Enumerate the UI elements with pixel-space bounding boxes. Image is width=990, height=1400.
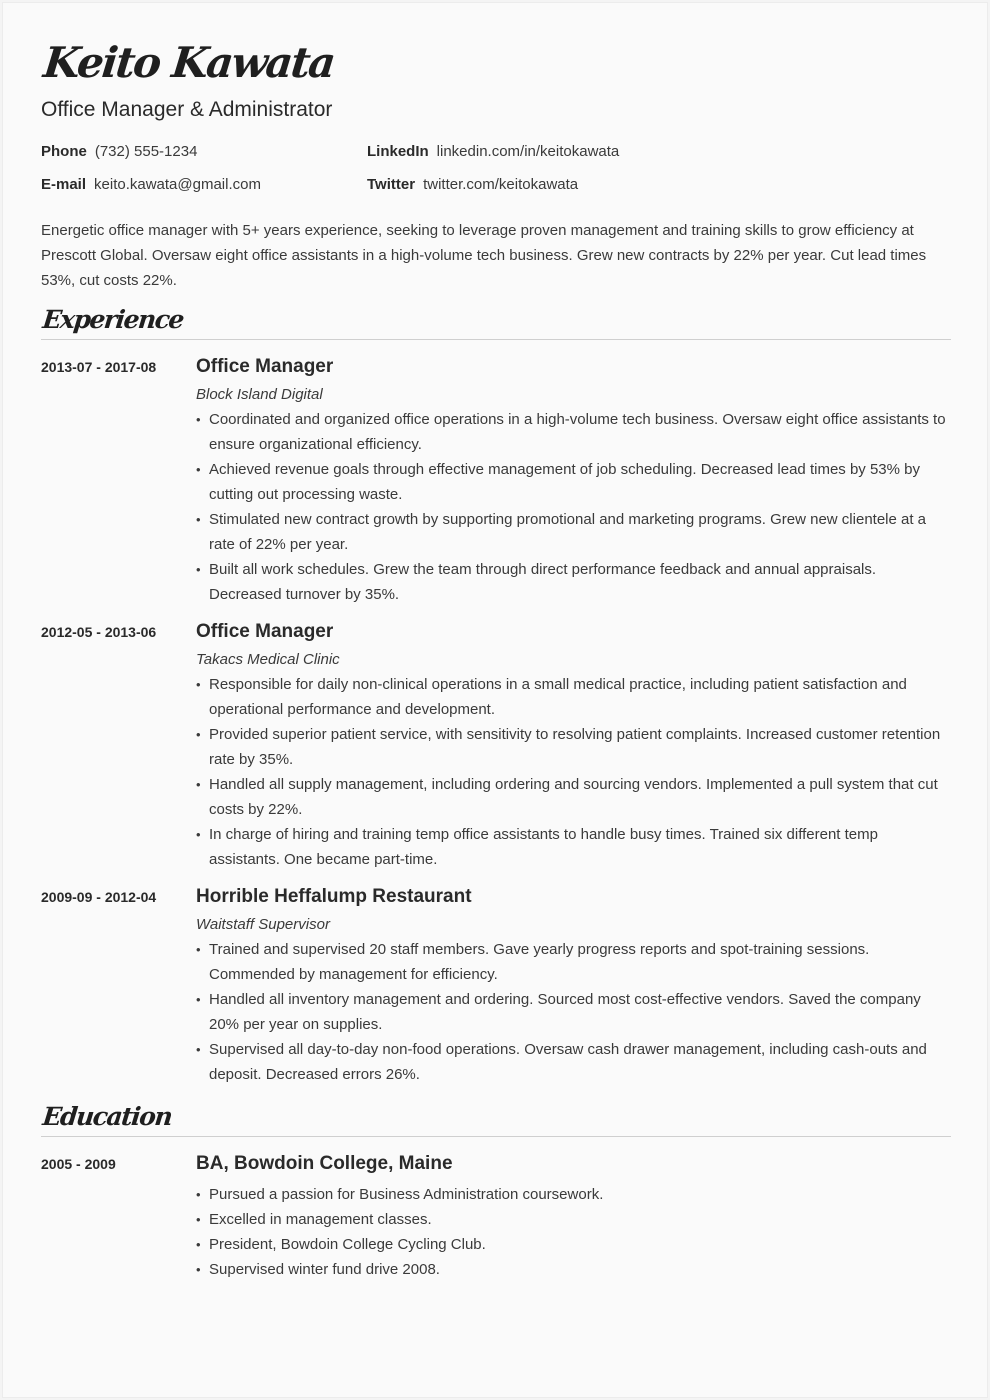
bullet-dot-icon: • — [196, 1212, 201, 1227]
bullet-dot-icon: • — [196, 777, 201, 792]
bullet-dot-icon: • — [196, 512, 201, 527]
bullet-item: • President, Bowdoin College Cycling Club. — [196, 1232, 951, 1257]
phone-label: Phone — [41, 143, 87, 160]
entry-bullets — [196, 407, 951, 607]
entry-body — [196, 886, 951, 1087]
bullet-item: • Built all work schedules. Grew the team through direct performance feedback and annual appraisals. Decreased turnover by 35%. — [196, 557, 951, 607]
linkedin-label: LinkedIn — [367, 143, 429, 160]
bullet-dot-icon: • — [196, 677, 201, 692]
bullet-item: • Provided superior patient service, with sensitivity to resolving patient complaints. Increased customer retention rate by 35%. — [196, 722, 951, 772]
bullet-item: • Trained and supervised 20 staff members. Gave yearly progress reports and spot-training sessions. Commended by management for efficiency. — [196, 937, 951, 987]
contact-linkedin — [367, 142, 619, 162]
bullet-dot-icon: • — [196, 1237, 201, 1252]
entry-bullets — [196, 1182, 951, 1282]
contact-email — [41, 175, 261, 195]
bullet-dot-icon: • — [196, 562, 201, 577]
bullet-item: • Stimulated new contract growth by supporting promotional and marketing programs. Grew new clientele at a rate of 22% per year. — [196, 507, 951, 557]
entry-bullets — [196, 937, 951, 1087]
entry-title: Office Manager — [196, 356, 334, 377]
contact-phone — [41, 142, 197, 162]
bullet-dot-icon: • — [196, 727, 201, 742]
phone-value: (732) 555-1234 — [94, 143, 198, 160]
bullet-item: • Supervised all day-to-day non-food operations. Oversaw cash drawer management, including cash-outs and deposit. Decreased errors 26%. — [196, 1037, 951, 1087]
bullet-dot-icon: • — [196, 1187, 201, 1202]
bullet-dot-icon: • — [196, 992, 201, 1007]
entry-title: Office Manager — [196, 621, 334, 642]
entry-organization: Takacs Medical Clinic — [196, 651, 340, 668]
entry-organization: Block Island Digital — [196, 386, 323, 403]
bullet-item: • Handled all supply management, including ordering and sourcing vendors. Implemented a pull system that cut costs by 22%. — [196, 772, 951, 822]
experience-divider — [41, 339, 951, 340]
bullet-item: • Supervised winter fund drive 2008. — [196, 1257, 951, 1282]
bullet-dot-icon: • — [196, 462, 201, 477]
contact-twitter — [367, 175, 578, 195]
candidate-name: Keito Kawata — [41, 38, 337, 87]
bullet-dot-icon: • — [196, 1262, 201, 1277]
email-label: E-mail — [41, 176, 87, 193]
bullet-item: • Pursued a passion for Business Administration coursework. — [196, 1182, 951, 1207]
candidate-role: Office Manager & Administrator — [41, 98, 333, 121]
entry-title: Horrible Heffalump Restaurant — [196, 886, 472, 907]
bullet-item: • Coordinated and organized office operations in a high-volume tech business. Oversaw eight office assistants to ensure organizational efficiency. — [196, 407, 951, 457]
entry-body — [196, 356, 951, 607]
bullet-item: • In charge of hiring and training temp office assistants to handle busy times. Trained six different temp assistants. One became part-time. — [196, 822, 951, 872]
entry-dates: 2009-09 - 2012-04 — [41, 889, 157, 905]
bullet-dot-icon: • — [196, 1042, 201, 1057]
entry-organization: Waitstaff Supervisor — [196, 916, 330, 933]
twitter-value[interactable]: twitter.com/keitokawata — [423, 176, 579, 193]
entry-dates: 2013-07 - 2017-08 — [41, 359, 157, 375]
bullet-item: • Responsible for daily non-clinical operations in a small medical practice, including patient satisfaction and operational performance and development. — [196, 672, 951, 722]
entry-title: BA, Bowdoin College, Maine — [196, 1153, 453, 1174]
education-divider — [41, 1136, 951, 1137]
education-heading: Education — [41, 1102, 173, 1131]
bullet-item: • Handled all inventory management and ordering. Sourced most cost-effective vendors. Saved the company 20% per year on supplies. — [196, 987, 951, 1037]
bullet-dot-icon: • — [196, 942, 201, 957]
resume-page — [2, 2, 988, 1398]
linkedin-value[interactable]: linkedin.com/in/keitokawata — [436, 143, 620, 160]
entry-dates: 2012-05 - 2013-06 — [41, 624, 157, 640]
twitter-label: Twitter — [367, 176, 416, 193]
bullet-dot-icon: • — [196, 827, 201, 842]
bullet-item: • Excelled in management classes. — [196, 1207, 951, 1232]
entry-body — [196, 621, 951, 872]
experience-heading: Experience — [41, 305, 185, 334]
entry-dates: 2005 - 2009 — [41, 1156, 116, 1172]
entry-body — [196, 1153, 951, 1282]
entry-bullets — [196, 672, 951, 872]
email-value[interactable]: keito.kawata@gmail.com — [94, 176, 261, 193]
bullet-item: • Achieved revenue goals through effective management of job scheduling. Decreased lead times by 53% by cutting out processing waste. — [196, 457, 951, 507]
summary-paragraph: Energetic office manager with 5+ years experience, seeking to leverage proven management and training skills to grow efficiency at Prescott Global. Oversaw eight office assistants in a high-volume tech business. Grew new contracts by 22% per year. Cut lead times 53%, cut costs 22%. — [41, 222, 927, 289]
bullet-dot-icon: • — [196, 412, 201, 427]
